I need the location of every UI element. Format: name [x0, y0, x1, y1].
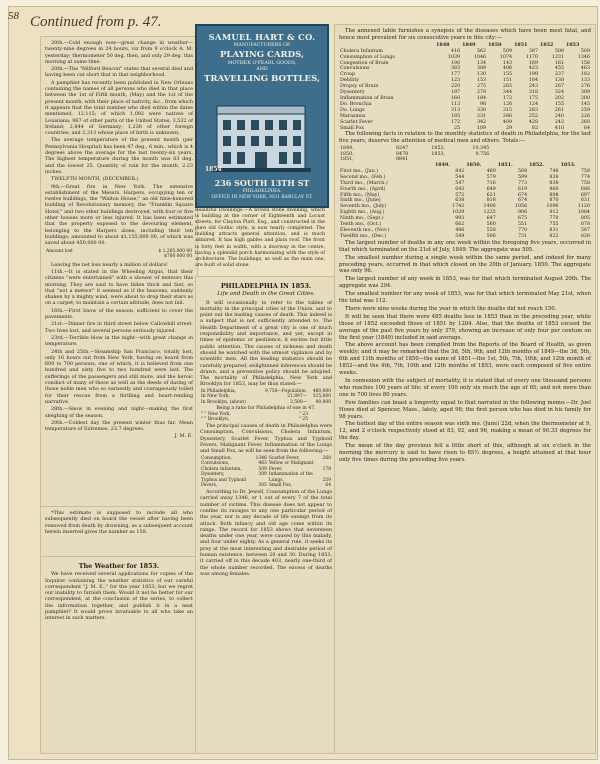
table-cell: 906	[518, 210, 528, 216]
paragraph: TWELFTH MONTH, (DECEMBER.)	[51, 176, 139, 183]
table-cell: 200	[580, 95, 590, 101]
table-cell: 486	[455, 227, 465, 233]
table-cell: 773	[518, 180, 528, 186]
column-header: 1848	[436, 41, 450, 48]
table-cell: 912	[549, 210, 559, 216]
table-cell: 268	[322, 455, 331, 461]
table-cell: " 23	[298, 411, 308, 417]
totals-table	[339, 146, 490, 163]
paragraph: 16th.—First Snow of the season, sufficient to cover the pavements.	[45, 307, 193, 321]
paragraph: 23rd.—Terrible blow in the night—with great change in temperature.	[45, 334, 193, 348]
table-cell: Congestion of Brain	[340, 60, 389, 66]
column-header: 1853	[566, 41, 580, 48]
paragraph: Leaving the net loss nearly a million of dollars!	[51, 261, 168, 268]
table-cell: 547	[455, 180, 465, 186]
weather-clipping	[40, 556, 198, 754]
table-cell: 406	[502, 66, 513, 72]
paragraph: 21st.—Dinner fire in third street below Callowhill street. Two lives lost, and several persons seriously injured.	[45, 321, 193, 334]
table-cell: " " New York,	[201, 411, 231, 417]
table-cell: 21,897—	[287, 394, 308, 400]
paragraph: The smallest number during a single week within the same period, and indeed for many preceding years, occurred in that which closed on the 20th of January, 1850. The aggregate was only 96.	[339, 254, 591, 275]
table-cell: 423	[528, 66, 539, 72]
table-cell: 175	[528, 95, 539, 101]
table-cell: 1853,	[431, 151, 446, 157]
table-cell: 160	[450, 95, 461, 101]
table-cell: 818	[486, 198, 496, 204]
table-cell: Croup	[340, 72, 356, 78]
table-cell: 8247	[395, 146, 409, 152]
table-cell: 178	[322, 466, 331, 472]
table-cell: 90,000	[315, 399, 331, 405]
table-cell: 774	[580, 174, 590, 180]
paragraph: The largest number of any week in 1853, was for that which terminated August 20th. The aggregate was 294.	[339, 276, 591, 290]
paragraph: 11th.—It is stated in the Wheeling Argus, that their citizens "were entertained" with a shower of meteors this morning. They are said to have fallen thick and fast, so that "not a meteor" it seemed as if the heavens, suddenly shaken by a mighty wind, were about to drop their stars as on a carpet; to maintain a certain altitude, does not fail.	[45, 268, 193, 307]
table-cell: 25	[454, 125, 461, 131]
table-cell: Small Pox	[340, 125, 364, 131]
article-paragraph-3: According to Dr. Jewell, Consumption of the Lungs carried away 1346, or 1 out of every 7 of the total number of victims. This disease does not appear to confine its ravages to any one particular period of the year, nor is any decade of life exempt from its attack. Both infancy and old age come within its range. The record for 1853 shows that seventeen deaths under one year, were caused by this malady, and four under eighty. As a general rule, it seeks its prey at the most interesting and desirable period of human existence, between 20 and 30. During 1853, it carried off in this decade 403, nearly one-third of the whole number recorded. The excess of deaths was among females.	[200, 489, 332, 577]
right-paragraphs	[339, 240, 591, 464]
table-cell: 324	[554, 90, 564, 96]
table-cell: 509	[502, 48, 513, 54]
table-cell: Scarlet Fever	[340, 119, 373, 125]
table-cell: 172	[450, 119, 461, 125]
table-cell: Cholera Infantum	[340, 48, 383, 54]
table-cell: 662	[455, 222, 465, 228]
column-header: 1851.	[497, 162, 513, 168]
article-paragraph-2: The principal causes of death in Philadelphia were Consumption, Convulsions, Cholera Infantum, Dysentery, Scarlet Fever, Typhus and Typhoid Fevers, Malignant Fever, Inflammation of the Lungs and Small Pox, as will be seen from the following:—	[200, 423, 332, 455]
table-cell: 330	[476, 107, 487, 113]
table-cell: 1851,	[340, 157, 354, 163]
monthly-table	[339, 163, 591, 240]
table-cell: 515,000	[312, 394, 331, 400]
paragraph: Few families can boast a longevity equal to that narrated in the following memo:—Dr. Joel Howe died at Spencer, Mass., lately, aged 98; the first person who has died in his family for 98 years.	[339, 399, 591, 420]
ad-year: 1854	[205, 166, 222, 173]
table-cell: 674	[518, 198, 528, 204]
table-cell: 568	[518, 168, 528, 174]
column-header: 1852.	[529, 162, 545, 168]
table-cell: 8841	[395, 157, 409, 163]
ad-line4: AND	[256, 67, 268, 72]
left-column-clipping	[40, 36, 198, 510]
table-cell: Consumption of Lungs	[340, 54, 395, 60]
table-cell: 64	[583, 125, 590, 131]
paragraph: The largest number of deaths in any one week within the foregoing five years, occurred in that which terminated on the 21st of July, 1849. The aggregate was 505.	[339, 239, 591, 253]
footnote-clipping	[40, 506, 198, 558]
left-paragraphs-2	[45, 262, 193, 433]
table-cell: 572	[455, 192, 465, 198]
table-cell: 509	[258, 466, 267, 472]
table-cell: 184	[476, 95, 487, 101]
article-title: PHILADELPHIA IN 1853.	[220, 282, 312, 290]
table-cell: 123	[450, 78, 461, 84]
table-cell: 1074	[499, 54, 513, 60]
table-cell: 838	[549, 174, 559, 180]
table-cell: Ninth mo., (Sept.)	[340, 216, 384, 222]
table-cell: Consumption,	[201, 455, 232, 461]
table-cell: Lungs,	[268, 477, 284, 483]
table-cell: 313	[450, 107, 461, 113]
table-cell: 185	[450, 113, 461, 119]
table-cell: 1170	[525, 54, 539, 60]
table-row	[200, 461, 332, 467]
amount-insured: $700 000 00	[164, 254, 192, 260]
table-cell: 182	[580, 72, 590, 78]
ratio-caption: Being a ratio for Philadelphia of one in 47.	[216, 405, 316, 411]
paragraph: 29th.—Coldest day the present winter thus far. Mean temperature of Extremes, 23.7 degrees.	[45, 419, 193, 433]
table-cell: Tenth mo., (Oct.)	[340, 222, 382, 228]
table-cell: Small Pox,	[268, 483, 293, 489]
table-cell: 8478	[395, 151, 409, 157]
causes-table	[200, 456, 332, 490]
amount-lost-label: Amount lost	[46, 248, 73, 254]
table-cell: 265	[502, 84, 513, 90]
table-cell: 455	[554, 66, 564, 72]
table-cell: 1084	[577, 210, 590, 216]
table-cell: 993	[455, 216, 465, 222]
table-cell: 731	[518, 233, 528, 239]
table-cell: 860	[549, 186, 559, 192]
table-cell: 259	[580, 107, 590, 113]
population-table	[200, 389, 332, 406]
table-cell: 822	[549, 233, 559, 239]
table-cell: 1056	[514, 204, 528, 210]
table-cell: 409	[502, 119, 513, 125]
table-cell: 1120	[577, 204, 590, 210]
disease-table	[339, 43, 591, 132]
table-cell: 508	[554, 48, 564, 54]
table-cell: 138	[554, 78, 564, 84]
paragraph: There were nine weeks during the year in which the deaths did not reach 150.	[345, 305, 557, 312]
table-cell: 109	[476, 125, 487, 131]
paragraph: The average temperature of the present month (per Pennsylvania Hospital) has been 47 deg., 6 min., which is 4 degrees above the average for the last twenty-six years. The highest temperature during the month was 63 deg. and the lowest 25. Quantity of rain for the month, 2.23 inches.	[45, 137, 193, 175]
table-cell: 133	[580, 78, 590, 84]
table-cell: 808	[549, 192, 559, 198]
paragraph: The above account has been compiled from the Reports of the Board of Health, as given weekly; and it may be remarked that the 3d, 5th, 9th, and 12th months of 1849—the 3d, 5th, 6th and 11th months of 1850—the same of 1851—the 1st, 5th, 7th, 10th, and 12th month of 1852—and the 4th, 7th, 10th and 12th months of 1853, were each composed of five entire weeks.	[339, 342, 591, 377]
ad-line1: MANUFACTURERS OF	[233, 43, 291, 48]
table-cell: 387	[528, 48, 539, 54]
advertisement	[195, 24, 329, 208]
column-header: 1852	[540, 41, 554, 48]
table-cell: 9,756	[475, 151, 490, 157]
right-intro: The annexed table furnishes a synopsis of the diseases which have been most fatal, and hence most prevalent for six consecutive years in this city:—	[339, 28, 591, 41]
table-cell: Fever,	[268, 466, 283, 472]
table-cell: 389	[476, 66, 487, 72]
table-cell: 145	[580, 101, 590, 107]
table-cell: Marasmus	[340, 113, 366, 119]
table-cell: 268	[580, 119, 590, 125]
table-cell: 619	[518, 186, 528, 192]
signature: J. M. E.	[174, 433, 193, 440]
table-cell: 579	[486, 174, 496, 180]
paragraph: The smallest number for any week of 1853, was for that which terminated May 21st, when the total was 112.	[339, 291, 591, 305]
ad-line2: PLAYING CARDS,	[219, 50, 305, 60]
table-cell: 643	[455, 186, 465, 192]
table-cell: Dysentery,	[201, 472, 225, 478]
table-cell: 240	[554, 113, 564, 119]
article-paragraph-1: It will occasionally to refer to the tables of mortality in the principal cities of the Union, and to point out the leading causes of death. This indeed is a subject that is not sufficiently attended to. The Health Department of a great city is one of much responsibility and importance, and yet, except in times of epidemic or pestilence, it excites but little public attention. The causes of sickness and death should be watched with the utmost vigilance and by scientific men. All the leading statistics should be carefully prepared, enlightened inferences should be drawn, and a preventive policy should be adopted. The mortality of Philadelphia, New York and Brooklyn for 1853, may be thus stated:—	[200, 299, 332, 388]
table-cell: 870	[549, 198, 559, 204]
table-cell: Third mo., (March.)	[340, 180, 388, 186]
ad-city: PHILADELPHIA.	[242, 189, 282, 194]
column-header: 1853.	[560, 162, 576, 168]
table-cell: Dysentery	[340, 90, 365, 96]
table-cell: 416	[450, 48, 461, 54]
table-cell: 674	[518, 192, 528, 198]
table-cell: 558	[486, 227, 496, 233]
paragraph: A pamphlet has recently been published in New Orleans containing the names of all persons who died in that place between the 1st of Fifth month, (May) and the 1st of the present month, with their place of nativity, &c., from which it appears that the total number who died within the dates mentioned, 12,115; of which 1,092 were natives of Louisiana; 967 of other parts of the United States; 3,532 of Ireland; 2,844 of Germany; 1,236 of other foreign countries; and 2,313 whose place of birth is unknown.	[45, 79, 193, 137]
table-cell: Eighth mo., (Aug.)	[340, 210, 385, 216]
table-cell: 428	[528, 119, 539, 125]
table-cell: 460,000	[312, 388, 331, 394]
paragraph: The hottest day of the entire season was sixth mo. (June) 22d, when the thermometer at 9, 12, and 2 o'clock respectively stood at 83, 92, and 96, making a mean of 90.33 degrees for the day.	[339, 421, 591, 442]
table-cell: 587	[580, 227, 590, 233]
table-cell: 770	[549, 216, 559, 222]
ad-company: SAMUEL HART & CO.	[208, 32, 316, 42]
table-cell: 1029	[452, 210, 465, 216]
table-cell: 697	[580, 192, 590, 198]
table-cell: 1742	[452, 204, 465, 210]
table-cell: 184	[528, 78, 539, 84]
table-cell: 220	[450, 84, 461, 90]
table-cell: 544	[455, 174, 465, 180]
table-cell: 153	[476, 78, 487, 84]
table-cell: 124	[528, 101, 539, 107]
table-cell: 156	[580, 60, 590, 66]
table-cell: 226	[580, 113, 590, 119]
middle-article-clipping	[195, 276, 337, 754]
article-subtitle: Life and Death in the Great Cities.	[217, 291, 315, 298]
right-column-clipping	[334, 24, 596, 754]
table-cell: 599	[518, 174, 528, 180]
table-cell: 29	[505, 125, 513, 131]
table-cell: 315	[502, 107, 513, 113]
table-cell: Scarlet Fever,	[268, 455, 300, 461]
table-cell: 562	[476, 48, 487, 54]
table-cell: 155	[502, 72, 513, 78]
table-cell: 410	[554, 125, 564, 131]
table-cell: Sixth mo., (June)	[340, 198, 381, 204]
paragraph: 24th and 25th.—Steamship San Francisco, totally lost, only 16 hours out from New York, having on board from 600 to 700 persons, one of which, it is believed from one hundred and sixty five to two hundred were lost. The sufferings of the passengers and still more, and the heroic conduct of many of those as well as the deeds of daring of those noble men who so earnestly and courageously toiled for their rescue from a thrilling and heart-rending narrative.	[45, 348, 193, 405]
table-cell: 278	[476, 90, 487, 96]
table-cell: 549	[455, 233, 465, 239]
table-cell: Second mo., (Feb.)	[340, 174, 386, 180]
table-cell: First mo., (Jan.)	[340, 168, 379, 174]
table-cell: Fourth mo., (April)	[340, 186, 386, 192]
table-cell: 342	[476, 119, 487, 125]
table-cell: 383	[450, 66, 461, 72]
table-cell: 9,756—Population,	[264, 388, 308, 394]
table-cell: Cholera Infantum,	[201, 466, 242, 472]
table-cell: 1231	[551, 54, 564, 60]
table-cell: 267	[554, 84, 564, 90]
table-cell: 755	[549, 222, 559, 228]
table-cell: 134	[476, 60, 487, 66]
table-cell: 231	[476, 113, 487, 119]
table-cell: 748	[549, 168, 559, 174]
table-cell: 130	[476, 72, 487, 78]
column-header: 1849.	[434, 162, 450, 168]
table-cell: Yellow or Malignant	[268, 461, 314, 467]
weather-paragraph: We have received several applications for copies of the Inquirer containing the weather statistics of our careful correspondent "J. M. E.," for the year 1853; but we regret our inability to furnish them. Would it not be better for our correspondent, at the conclusion of the series, to collect the information together, and publish it in a neat pamphlet? It would prove invaluable to all who take an interest in such matters.	[45, 571, 193, 622]
column-header: 1850	[488, 41, 502, 48]
table-cell: 1400	[483, 204, 496, 210]
table-cell: 638	[455, 198, 465, 204]
table-cell: 842	[455, 168, 465, 174]
table-cell: 770	[518, 227, 528, 233]
table-cell: 252	[528, 113, 539, 119]
table-cell: 621	[486, 192, 496, 198]
table-cell: 243	[528, 84, 539, 90]
table-cell: 560	[486, 222, 496, 228]
table-cell: 309	[580, 90, 590, 96]
table-cell: 100	[450, 60, 461, 66]
table-cell: 172	[502, 95, 513, 101]
column-header: 1850.	[466, 162, 482, 168]
table-cell: Fifth mo., (May)	[340, 192, 380, 198]
table-cell: " 25	[298, 417, 308, 423]
table-cell: In Philadelphia,	[201, 388, 237, 394]
table-cell: 1046	[473, 54, 487, 60]
table-cell: 82	[531, 125, 539, 131]
weather-title: The Weather for 1853.	[78, 562, 160, 570]
paragraph: 9th.—Great fire in New York. The extensive establishment of the Messrs. Harpers, occupying ten or twelve buildings, the "Walton House," an old time-honored building of Revolutionary memory, the "Franklin Square Hotel," and two other buildings destroyed, with four or five other houses more or less injured. It has been estimated that the property exposed to the devouring element, belonging to the Harpers alone, including their ten buildings, amounted to about $1,155,000 00, of which was saved about 450,000 00.	[45, 183, 193, 247]
table-cell: 275	[476, 84, 487, 90]
table-cell: Convulsions	[340, 66, 370, 72]
table-cell: 318	[528, 90, 539, 96]
column-header: 1849	[462, 41, 476, 48]
table-cell: 716	[486, 180, 496, 186]
table-cell: 509	[580, 48, 590, 54]
table-cell: 155	[554, 101, 564, 107]
paragraph: 28th.—Snow in evening and night—making the first sleighing of the season.	[45, 406, 193, 419]
table-cell: 161	[554, 60, 564, 66]
table-cell: 1346	[577, 54, 590, 60]
table-cell: 197	[450, 90, 461, 96]
table-cell: 647	[486, 216, 496, 222]
table-cell: 758	[580, 180, 590, 186]
table-cell: 463	[580, 66, 590, 72]
ad-address: 236 SOUTH 13TH ST	[214, 178, 310, 188]
table-cell: 686	[580, 186, 590, 192]
table-cell: 286	[502, 113, 513, 119]
table-cell: 1346	[255, 455, 267, 461]
table-cell: In Brooklyn, (about)	[201, 399, 246, 405]
table-cell: 838	[549, 180, 559, 186]
table-cell: 551	[518, 222, 528, 228]
table-cell: 237	[554, 72, 564, 78]
table-cell: 1096	[546, 204, 559, 210]
paragraph: The mean of the day previous fell a little short of this, although at six o'clock in the morning the mercury is said to have risen to 85½ degrees, a height attained at that hour only five times during the preceding five years.	[339, 443, 591, 463]
table-cell: 631	[580, 198, 590, 204]
table-cell: 649	[486, 186, 496, 192]
table-cell: Typhus and Typhoid	[201, 477, 247, 483]
table-cell: 64	[325, 483, 331, 489]
table-cell: 309	[258, 472, 267, 478]
table-cell: 143	[502, 60, 513, 66]
table-cell: 10,345	[472, 146, 490, 152]
table-cell: 113	[450, 101, 461, 107]
paragraph: In connexion with the subject of mortality, it is stated that of every one thousand persons who reaches 100 years of life; of every 100 only six reach the age of 65; and not more than one in 700 lives 80 years.	[339, 378, 591, 398]
table-cell: 344	[502, 90, 513, 96]
table-cell: 1852,	[431, 146, 446, 152]
building-illustration	[211, 94, 311, 172]
table-cell: Inflammation of the	[268, 472, 313, 478]
table-cell: 242	[554, 119, 564, 125]
table-cell: Do. Bronchia	[340, 101, 372, 107]
table-cell: 758	[580, 168, 590, 174]
table-cell: 1225	[483, 210, 496, 216]
handwritten-note: Continued from p. 47.	[30, 14, 162, 30]
table-cell: Fevers,	[201, 483, 218, 489]
table-cell: 1039	[447, 54, 461, 60]
paragraph: It will be seen that there were 485 deaths less in 1853 than in the preceding year, while those of 1852 exceeded those of 1851 by 1204. Also, that the deaths of 1853 exceed the average of the past five years by only 379, showing an increase of only four per centum on the first year (1849) included in said average.	[339, 313, 591, 341]
ad-line3: MOTHER O'PEARL GOODS,	[227, 61, 297, 66]
table-cell: 305	[258, 483, 267, 489]
monthly-intro: The following facts in relation to the monthly statistics of death in Philadelphia, for the last five years, deserve the attention of medical men and others. Totals:—	[339, 131, 591, 145]
table-cell: 3,500—	[290, 399, 308, 405]
table-cell: 878	[580, 222, 590, 228]
table-cell: 177	[450, 72, 461, 78]
table-cell: Dropsy of Brain	[340, 84, 379, 90]
left-paragraphs	[45, 40, 193, 247]
paragraph: 20th.—The "Milford Beacon" states that several died and having been cut short that in that neighborhood.	[45, 66, 193, 79]
fire-loss-table	[45, 249, 193, 260]
ad-office: OFFICE IN NEW YORK, NO1 BARCLAY ST.	[211, 195, 313, 200]
table-cell: 675	[518, 216, 528, 222]
table-cell: 805	[580, 216, 590, 222]
table-cell: 126	[502, 101, 513, 107]
table-cell: 283	[528, 107, 539, 113]
table-cell: 1850,	[340, 151, 354, 157]
table-cell: 151	[502, 78, 513, 84]
table-cell: 469	[486, 168, 496, 174]
table-cell: 463	[258, 461, 267, 467]
table-cell: 202	[554, 95, 564, 101]
page-number: 58	[8, 10, 19, 22]
table-cell: Do. Lungs	[340, 107, 365, 113]
column-header: 1851	[514, 41, 528, 48]
ad-caption: Beautiful Dwellings.—A brown stone dwelling, which is building at the corner of Eighteenth and Locust streets, for Clayton Platt, Esq., and constructed in the pure old Gothic style, is now nearly completed. The building attracts general attention, and is much admired. It has high gables and plain roof. The front is forty feet in width, with a doorway in the centre, having a splendid porch harmonizing with the style of architecture. The buildings, as well as the main one, are built of solid stone.	[195, 208, 325, 268]
table-cell: 199	[528, 72, 539, 78]
ratio-table	[200, 412, 332, 423]
table-cell: 259	[322, 477, 331, 483]
table-cell: 831	[549, 227, 559, 233]
table-cell: Twelfth mo., (Dec.)	[340, 233, 387, 239]
table-cell: 261	[554, 107, 564, 113]
table-cell: 1849,	[340, 146, 354, 152]
table-cell: 838	[580, 233, 590, 239]
ad-line5: TRAVELLING BOTTLES,	[204, 74, 320, 84]
table-cell: 98	[479, 101, 487, 107]
table-cell: Convulsions,	[201, 461, 230, 467]
table-cell: 276	[580, 84, 590, 90]
table-cell: " " Brooklyn,	[201, 417, 230, 423]
amount-lost: $ 1,205,000 00	[158, 248, 192, 254]
table-cell: 169	[528, 60, 539, 66]
table-cell: Seventh mo., (July)	[340, 204, 387, 210]
table-cell: Eleventh mo., (Nov.)	[340, 227, 390, 233]
table-cell: In New York,	[201, 394, 230, 400]
table-cell: Inflammation of Brain	[340, 95, 394, 101]
table-cell: Debility	[340, 78, 359, 84]
paragraph: 20th.—Cold enough now—great change in weather—twenty-nine degrees in 24 hours, viz from 9 o'clock A. M. yesterday; thermometer 50 deg. then, and only 29 deg. this morning at same time.	[45, 40, 193, 65]
footnote: *This estimate is supposed to include all who subsequently died on board the vessel after having been removed from death by drowning, as a subsequent account herein inserted gives the number as 158.	[45, 510, 193, 535]
table-cell: 506	[486, 233, 496, 239]
